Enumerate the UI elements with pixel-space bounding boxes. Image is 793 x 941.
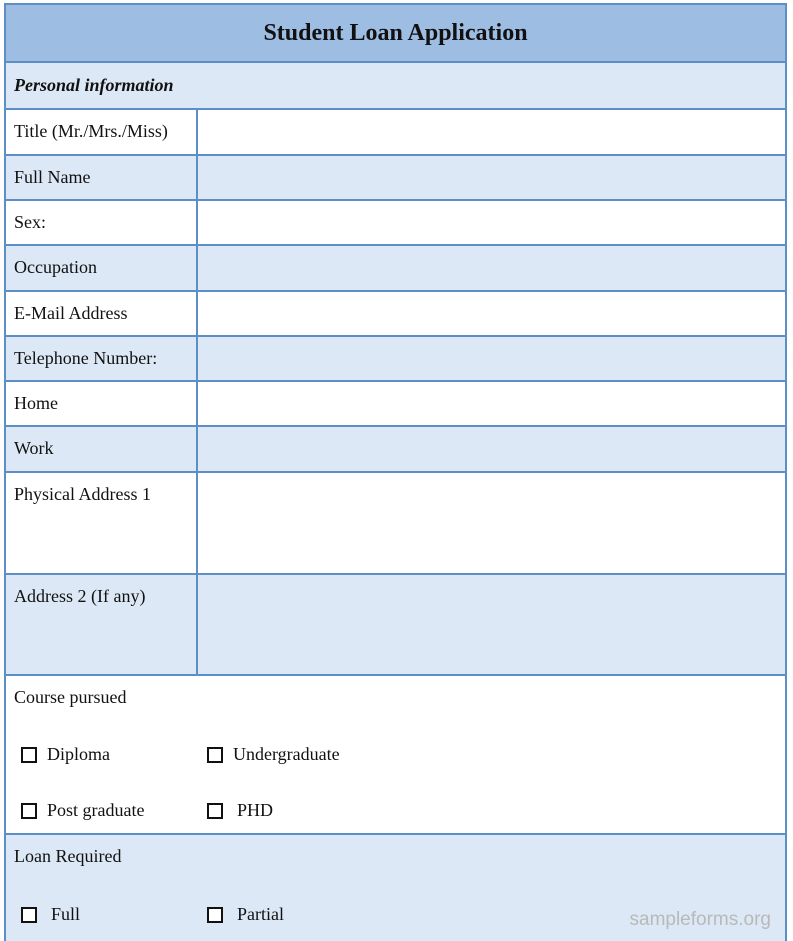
- option-partial[interactable]: [207, 904, 284, 925]
- field-input-email[interactable]: [198, 292, 785, 335]
- field-label-email: E-Mail Address: [6, 292, 198, 335]
- checkbox-icon[interactable]: [207, 803, 223, 819]
- option-phd[interactable]: [207, 800, 273, 821]
- field-input-telephone[interactable]: [198, 337, 785, 380]
- section-heading-personal-information: Personal information: [6, 63, 785, 110]
- course-pursued-section: [6, 676, 785, 835]
- option-label: Post graduate: [47, 800, 145, 820]
- row-email: [6, 292, 785, 337]
- field-input-work[interactable]: [198, 427, 785, 471]
- field-label-title: Title (Mr./Mrs./Miss): [6, 110, 198, 154]
- option-post-graduate[interactable]: [21, 800, 144, 821]
- checkbox-icon[interactable]: [207, 747, 223, 763]
- row-telephone: [6, 337, 785, 382]
- field-input-title[interactable]: [198, 110, 785, 154]
- field-input-occupation[interactable]: [198, 246, 785, 290]
- option-label: Full: [51, 904, 81, 924]
- form-title: Student Loan Application: [6, 5, 785, 63]
- checkbox-icon[interactable]: [21, 803, 37, 819]
- field-label-telephone: Telephone Number:: [6, 337, 198, 380]
- row-title: [6, 110, 785, 156]
- option-label: Undergraduate: [233, 744, 340, 764]
- field-label-occupation: Occupation: [6, 246, 198, 290]
- row-full-name: [6, 156, 785, 201]
- option-diploma[interactable]: [21, 744, 110, 765]
- option-full[interactable]: [21, 904, 80, 925]
- field-label-home: Home: [6, 382, 198, 425]
- field-label-physical-address: Physical Address 1: [6, 473, 198, 573]
- row-home: [6, 382, 785, 427]
- field-input-physical-address[interactable]: [198, 473, 785, 573]
- loan-application-form: [4, 3, 787, 941]
- loan-required-heading: Loan Required: [14, 846, 122, 866]
- option-label: Partial: [237, 904, 284, 924]
- field-input-address-2[interactable]: [198, 575, 785, 674]
- field-label-sex: Sex:: [6, 201, 198, 244]
- loan-required-section: [6, 835, 785, 941]
- watermark: sampleforms.org: [629, 909, 771, 930]
- field-label-work: Work: [6, 427, 198, 471]
- course-pursued-heading: Course pursued: [14, 687, 127, 707]
- field-label-full-name: Full Name: [6, 156, 198, 199]
- row-work: [6, 427, 785, 473]
- field-input-full-name[interactable]: [198, 156, 785, 199]
- checkbox-icon[interactable]: [21, 747, 37, 763]
- row-address-2: [6, 575, 785, 676]
- row-occupation: [6, 246, 785, 292]
- option-label: Diploma: [47, 744, 110, 764]
- option-undergraduate[interactable]: [207, 744, 340, 765]
- row-physical-address: [6, 473, 785, 575]
- option-label: PHD: [237, 800, 274, 820]
- field-input-home[interactable]: [198, 382, 785, 425]
- field-input-sex[interactable]: [198, 201, 785, 244]
- row-sex: [6, 201, 785, 246]
- field-label-address-2: Address 2 (If any): [6, 575, 198, 674]
- checkbox-icon[interactable]: [207, 907, 223, 923]
- checkbox-icon[interactable]: [21, 907, 37, 923]
